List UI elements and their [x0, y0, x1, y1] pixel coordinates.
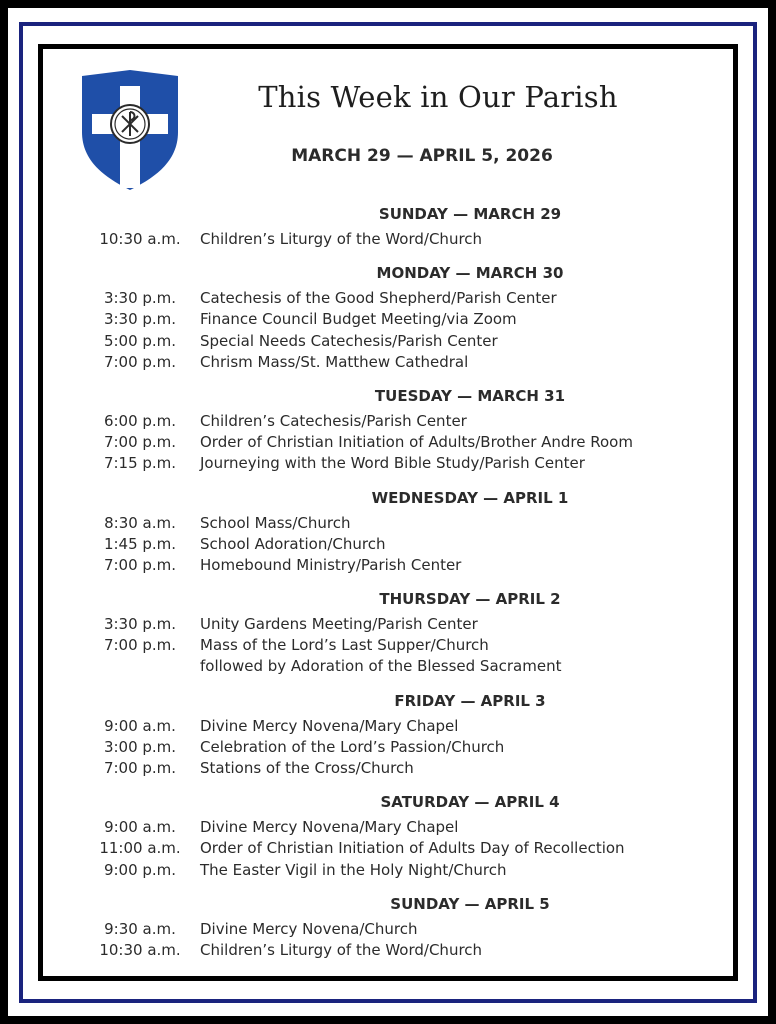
event-row [80, 331, 700, 352]
event-time: 3:00 p.m. [103, 737, 177, 756]
event-row [80, 940, 700, 961]
event-row [80, 635, 700, 656]
event-description: The Easter Vigil in the Holy Night/Church [200, 860, 507, 879]
day-heading: SUNDAY — APRIL 5 [390, 894, 550, 913]
day-heading: TUESDAY — MARCH 31 [374, 386, 566, 405]
event-description: Celebration of the Lord’s Passion/Church [200, 737, 505, 756]
event-row [80, 919, 700, 940]
event-description: Children’s Catechesis/Parish Center [200, 411, 467, 430]
page-title: This Week in Our Parish [258, 80, 618, 114]
day-heading: THURSDAY — APRIL 2 [379, 590, 561, 609]
event-time: 8:30 a.m. [104, 513, 176, 532]
day-heading: SATURDAY — APRIL 4 [380, 793, 560, 812]
event-row [80, 411, 700, 432]
day-section [80, 203, 700, 250]
event-row [80, 229, 700, 250]
day-section [80, 487, 700, 577]
event-row [80, 309, 700, 330]
event-description: Stations of the Cross/Church [200, 759, 414, 777]
event-row [80, 656, 700, 677]
event-time: 10:30 a.m. [99, 940, 181, 959]
event-time: 11:00 a.m. [99, 839, 181, 858]
event-row [80, 860, 700, 881]
event-row [80, 614, 700, 635]
event-description: Divine Mercy Novena/Mary Chapel [200, 716, 459, 735]
event-description: followed by Adoration of the Blessed Sacrament [200, 657, 562, 676]
day-section [80, 588, 700, 678]
event-time: 6:00 p.m. [103, 411, 177, 430]
event-row [80, 716, 700, 737]
day-heading: WEDNESDAY — APRIL 1 [371, 488, 569, 507]
event-time: 7:00 p.m. [103, 352, 177, 371]
date-range: MARCH 29 — APRIL 5, 2026 [291, 146, 553, 166]
event-time: 3:30 p.m. [103, 289, 177, 308]
event-description: Order of Christian Initiation of Adults Day of Recollection [200, 839, 625, 858]
day-section [80, 690, 700, 780]
event-time: 3:30 p.m. [103, 615, 177, 634]
event-row [80, 432, 700, 453]
day-heading: FRIDAY — APRIL 3 [394, 691, 546, 710]
event-description: Finance Council Budget Meeting/via Zoom [200, 310, 517, 329]
parish-shield-cross-chi-rho-icon [80, 70, 180, 190]
event-row [80, 352, 700, 373]
day-section [80, 791, 700, 881]
event-row [80, 838, 700, 859]
event-row [80, 817, 700, 838]
event-time: 9:00 a.m. [104, 716, 176, 735]
event-description: Chrism Mass/St. Matthew Cathedral [200, 352, 469, 371]
event-time: 7:15 p.m. [103, 454, 177, 473]
event-description: Children’s Liturgy of the Word/Church [200, 230, 483, 248]
weekly-schedule [80, 203, 700, 961]
event-description: Homebound Ministry/Parish Center [200, 555, 462, 574]
event-description: Unity Gardens Meeting/Parish Center [200, 615, 478, 634]
day-heading: SUNDAY — MARCH 29 [378, 205, 562, 223]
event-time: 5:00 p.m. [103, 331, 177, 350]
event-description: School Adoration/Church [200, 534, 386, 553]
event-description: Journeying with the Word Bible Study/Parish Center [200, 454, 585, 473]
event-time: 7:00 p.m. [103, 433, 177, 452]
event-time: 9:00 p.m. [103, 860, 177, 879]
event-description: Catechesis of the Good Shepherd/Parish Center [200, 289, 557, 308]
event-row [80, 288, 700, 309]
day-section [80, 262, 700, 373]
event-time: 9:00 a.m. [104, 818, 176, 837]
event-row [80, 737, 700, 758]
event-description: Order of Christian Initiation of Adults/Brother Andre Room [200, 433, 633, 452]
event-row [80, 534, 700, 555]
event-row [80, 453, 700, 474]
day-section [80, 893, 700, 961]
event-description: Special Needs Catechesis/Parish Center [200, 331, 498, 350]
day-heading: MONDAY — MARCH 30 [376, 264, 564, 283]
event-row [80, 758, 700, 779]
event-description: Mass of the Lord’s Last Supper/Church [200, 636, 489, 655]
event-description: Children’s Liturgy of the Word/Church [200, 940, 483, 959]
event-time: 7:00 p.m. [103, 759, 177, 777]
event-time [80, 656, 200, 677]
event-row [80, 513, 700, 534]
event-row [80, 555, 700, 576]
event-time: 10:30 a.m. [99, 230, 181, 248]
event-time: 7:00 p.m. [103, 555, 177, 574]
event-time: 9:30 a.m. [104, 919, 176, 938]
day-section [80, 385, 700, 475]
event-time: 1:45 p.m. [103, 534, 177, 553]
event-time: 7:00 p.m. [103, 636, 177, 655]
event-description: Divine Mercy Novena/Mary Chapel [200, 818, 459, 837]
event-time: 3:30 p.m. [103, 310, 177, 329]
event-description: School Mass/Church [200, 513, 351, 532]
event-description: Divine Mercy Novena/Church [200, 919, 418, 938]
